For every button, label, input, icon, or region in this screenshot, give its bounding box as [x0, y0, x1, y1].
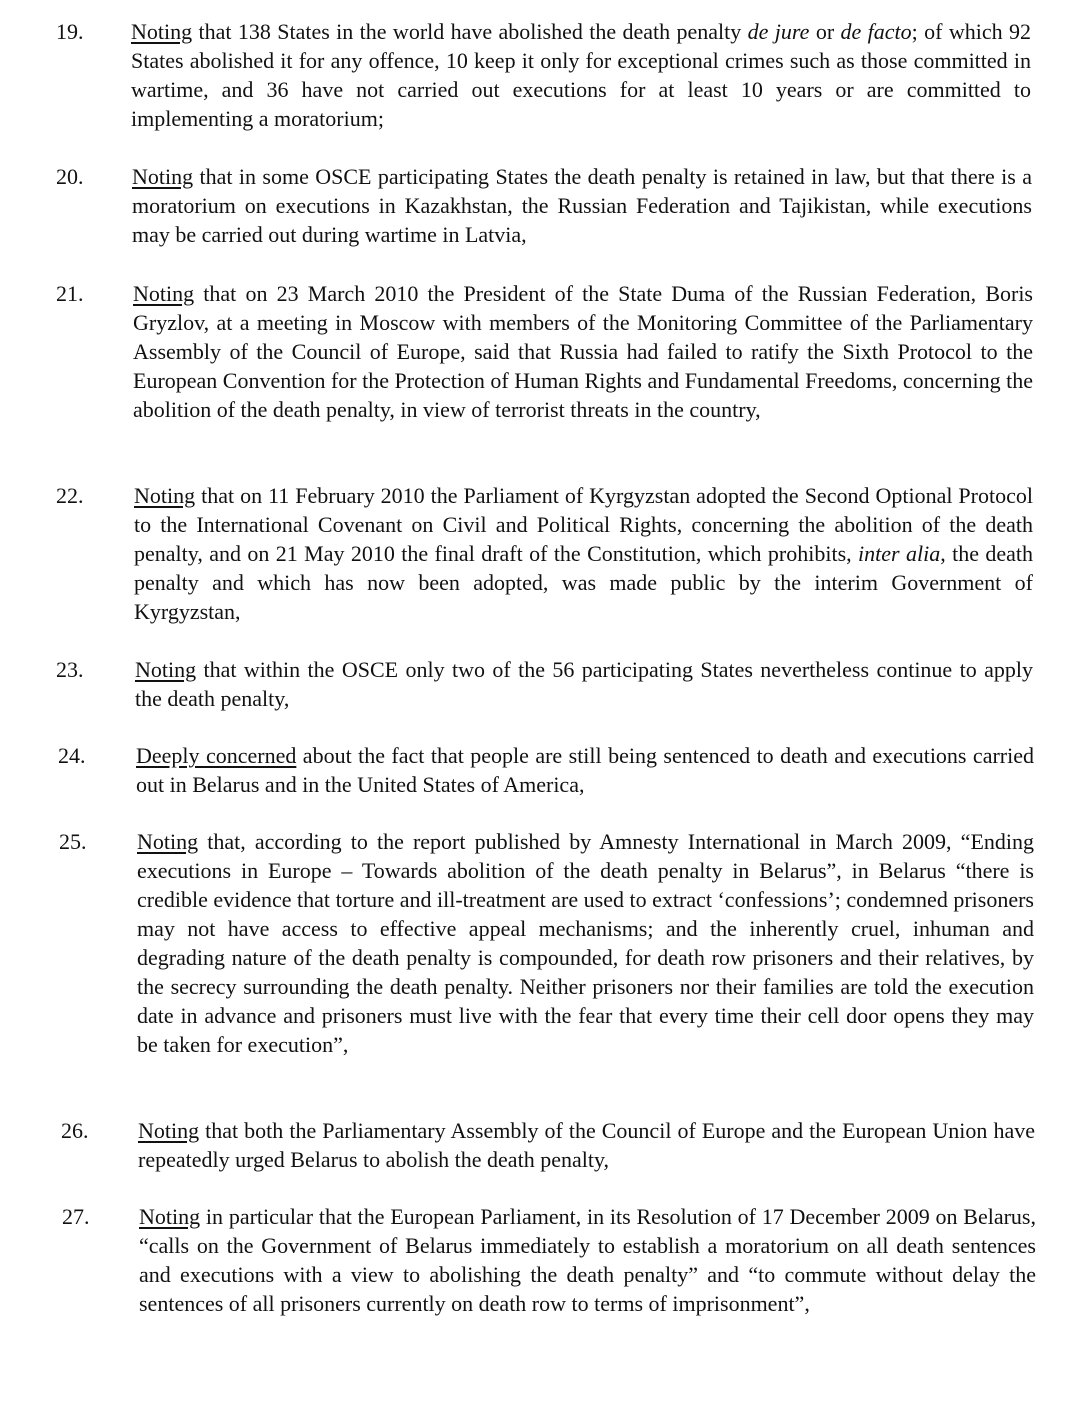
paragraph-lead: Noting — [139, 1204, 201, 1229]
italic-term: de facto — [840, 19, 912, 44]
paragraph-number: 21. — [56, 281, 84, 306]
paragraph-number: 20. — [56, 164, 84, 189]
italic-term: inter alia — [858, 541, 941, 566]
paragraph-lead: Noting — [137, 829, 199, 854]
paragraph-text: Noting that within the OSCE only two of the 56 participating States nevertheless continue to apply the death penalty, — [135, 657, 1033, 711]
paragraph-number: 19. — [56, 19, 84, 44]
paragraph-number: 27. — [62, 1204, 90, 1229]
paragraph-lead: Noting — [132, 164, 194, 189]
paragraph-text: Deeply concerned about the fact that people are still being sentenced to death and executions carried out in Belarus and in the United States of America, — [136, 743, 1034, 797]
paragraph-number: 25. — [59, 829, 87, 854]
paragraph-number: 22. — [56, 483, 84, 508]
paragraph-lead: Noting — [135, 657, 197, 682]
paragraph-lead: Deeply concerned — [136, 743, 297, 768]
paragraph-number: 24. — [58, 743, 86, 768]
paragraph-number: 26. — [61, 1118, 89, 1143]
paragraph-lead: Noting — [134, 483, 196, 508]
paragraph-number: 23. — [56, 657, 84, 682]
italic-term: de jure — [747, 19, 810, 44]
paragraph-lead: Noting — [131, 19, 193, 44]
paragraph-lead: Noting — [138, 1118, 200, 1143]
paragraph-text: Noting that 138 States in the world have abolished the death penalty de jure or de facto; of which 92 States abolished it for any offence, 10 keep it only for exceptional crimes such as those committed in wartime, and 36 have not carried out executions for at least 10 years or are committed to implementing a moratorium; — [131, 19, 1032, 131]
paragraph-lead: Noting — [133, 281, 195, 306]
paragraph-text: Noting that both the Parliamentary Assembly of the Council of Europe and the European Union have repeatedly urged Belarus to abolish the death penalty, — [138, 1118, 1035, 1172]
paragraph-text: Noting that in some OSCE participating States the death penalty is retained in law, but that there is a moratorium on executions in Kazakhstan, the Russian Federation and Tajikistan, while executions may be carried out during wartime in Latvia, — [132, 164, 1032, 247]
paragraph-text: Noting that, according to the report published by Amnesty International in March 2009, “Ending executions in Europe – Towards abolition of the death penalty in Belarus”, in Belarus “there is credible evidence that torture and ill-treatment are used to extract ‘confessions’; condemned prisoners may not have access to effective appeal mechanisms; and the inherently cruel, inhuman and degrading nature of the death penalty is compounded, for death row prisoners and their relatives, by the secrecy surrounding the death penalty. Neither prisoners nor their families are told the execution date in advance and prisoners must live with the fear that every time their cell door opens they may be taken for execution”, — [137, 829, 1034, 1057]
paragraph-text: Noting that on 23 March 2010 the President of the State Duma of the Russian Federation, Boris Gryzlov, at a meeting in Moscow with members of the Monitoring Committee of the Parliamentary Assembly of the Council of Europe, said that Russia had failed to ratify the Sixth Protocol to the European Convention for the Protection of Human Rights and Fundamental Freedoms, concerning the abolition of the death penalty, in view of terrorist threats in the country, — [133, 281, 1033, 422]
paragraph-text: Noting in particular that the European Parliament, in its Resolution of 17 December 2009 on Belarus, “calls on the Government of Belarus immediately to establish a moratorium on all death sentences and executions with a view to abolishing the death penalty” and “to commute without delay the sentences of all prisoners currently on death row to terms of imprisonment”, — [139, 1204, 1036, 1316]
paragraph-text: Noting that on 11 February 2010 the Parliament of Kyrgyzstan adopted the Second Optional Protocol to the International Covenant on Civil and Political Rights, concerning the abolition of the death penalty, and on 21 May 2010 the final draft of the Constitution, which prohibits, inter alia, the death penalty and which has now been adopted, was made public by the interim Government of Kyrgyzstan, — [134, 483, 1033, 624]
